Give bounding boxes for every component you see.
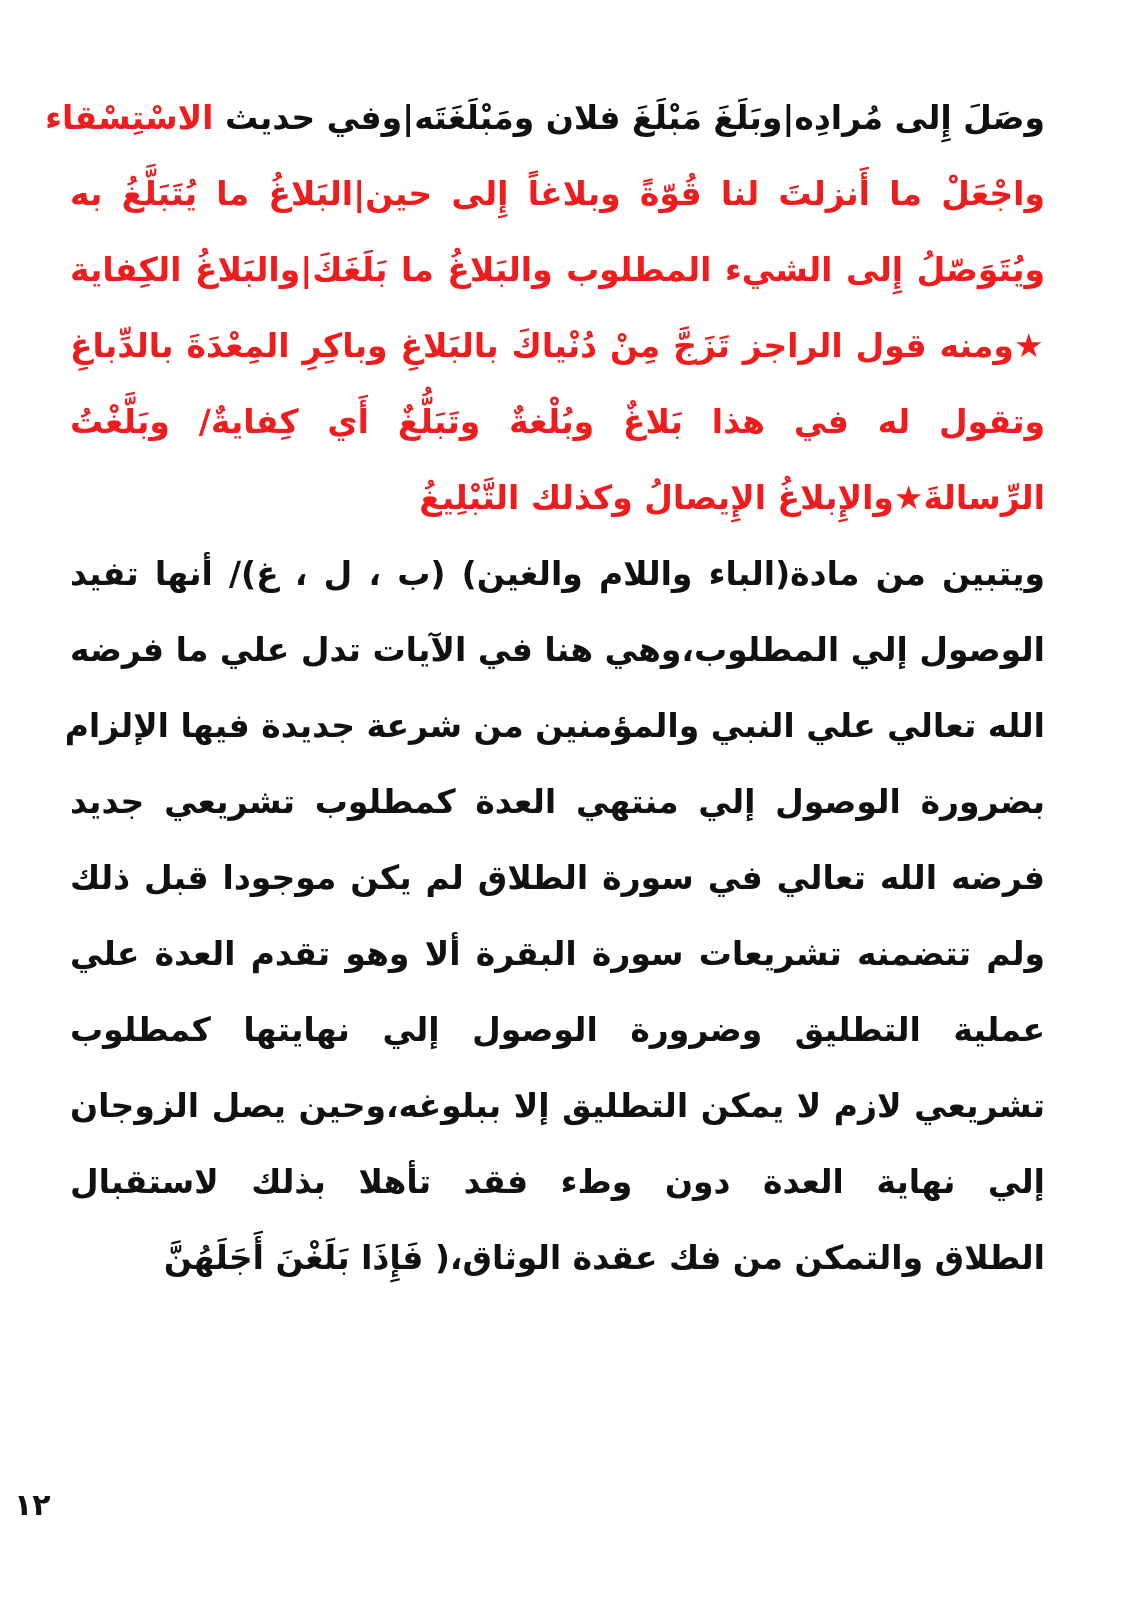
text-segment: ومنه قول الراجز تَزَجَّ مِنْ دُنْياكَ بالبَلاغِ وباكِرِ المِعْدَةَ بالدِّباغِ bbox=[70, 326, 1014, 365]
text-line bbox=[70, 308, 1045, 384]
text-segment: الرِّسالةَ bbox=[923, 478, 1045, 517]
text-line: تشريعي لازم لا يمكن التطليق إلا ببلوغه،وحين يصل الزوجان bbox=[70, 1086, 1045, 1125]
page-body bbox=[45, 80, 1045, 1296]
dictionary-quote-paragraph bbox=[45, 80, 1045, 536]
text-segment: وصَلَ إِلى مُرادِه|وبَلَغَ مَبْلَغَ فلان ومَبْلَغَتَه|وفي حديث bbox=[213, 98, 1045, 137]
text-segment: وتقول له في هذا بَلاغٌ وبُلْغةٌ وتَبَلُّغٌ أَي كِفايةٌ/ وبَلَّغْتُ bbox=[70, 402, 1045, 441]
explanation-paragraph bbox=[64, 536, 1045, 1296]
text-line bbox=[70, 232, 1045, 308]
text-line: الوصول إلي المطلوب،وهي هنا في الآيات تدل علي ما فرضه bbox=[70, 630, 1045, 669]
text-line bbox=[70, 460, 1045, 536]
text-line: الله تعالي علي النبي والمؤمنين من شرعة جديدة فيها الإلزام bbox=[64, 706, 1045, 745]
text-line: ولم تتضمنه تشريعات سورة البقرة ألا وهو تقدم العدة علي bbox=[70, 934, 1045, 973]
text-line bbox=[45, 80, 1045, 156]
text-line: إلي نهاية العدة دون وطء فقد تأهلا بذلك لاستقبال bbox=[70, 1162, 1045, 1201]
text-line bbox=[70, 156, 1045, 232]
text-segment: ويُتَوَصّلُ إِلى الشيء المطلوب والبَلاغُ ما بَلَغَكَ|والبَلاغُ الكِفاية bbox=[70, 250, 1045, 289]
star-icon: ★ bbox=[893, 478, 924, 517]
star-icon: ★ bbox=[1013, 326, 1045, 365]
text-line: ويتبين من مادة(الباء واللام والغين) (ب ، ل ، غ)/ أنها تفيد bbox=[70, 554, 1045, 593]
text-line bbox=[70, 384, 1045, 460]
page-number: ١٢ bbox=[14, 1488, 51, 1523]
text-line: الطلاق والتمكن من فك عقدة الوثاق،( فَإِذَا بَلَغْنَ أَجَلَهُنَّ bbox=[163, 1238, 1045, 1277]
text-segment: واجْعَلْ ما أَنزلتَ لنا قُوّةً وبلاغاً إِلى حين|البَلاغُ ما يُتَبَلَّغُ به bbox=[70, 174, 1045, 213]
text-line: عملية التطليق وضرورة الوصول إلي نهايتها كمطلوب bbox=[70, 1010, 1045, 1049]
text-segment: الاسْتِسْقاء bbox=[45, 98, 214, 137]
text-segment: والإِبلاغُ الإِيصالُ وكذلك التَّبْلِيغُ bbox=[419, 478, 894, 517]
text-line: فرضه الله تعالي في سورة الطلاق لم يكن موجودا قبل ذلك bbox=[70, 858, 1045, 897]
text-line: بضرورة الوصول إلي منتهي العدة كمطلوب تشريعي جديد bbox=[70, 782, 1045, 821]
